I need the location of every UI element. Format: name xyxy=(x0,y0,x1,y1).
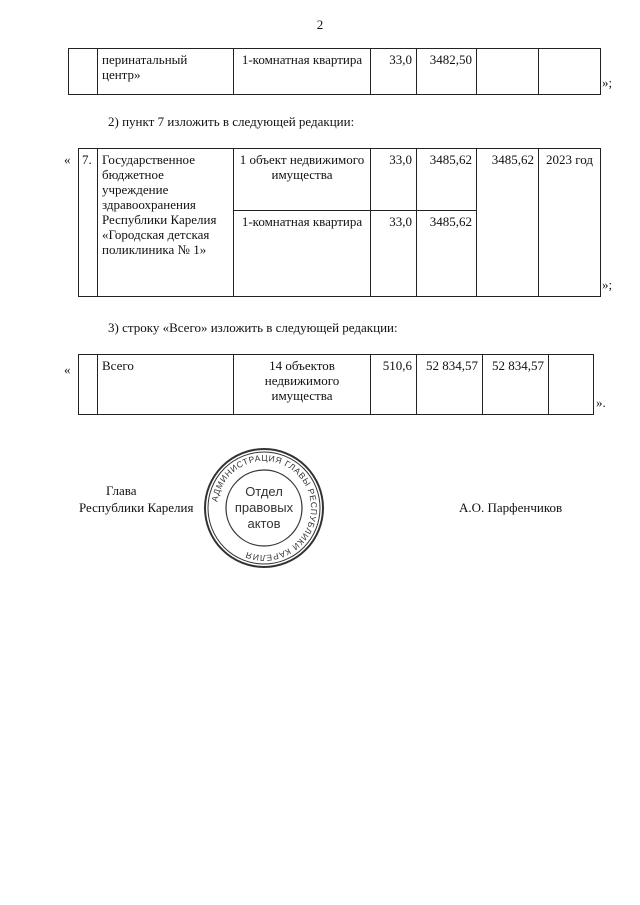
table-row-perinatal xyxy=(68,48,601,95)
instruction-2: 2) пункт 7 изложить в следующей редакции: xyxy=(108,114,355,129)
official-stamp xyxy=(202,446,326,570)
cell-label: Всего xyxy=(98,355,234,415)
cell-value-a: 3485,62 xyxy=(417,149,477,211)
cell-object-b: 1-комнатная квартира xyxy=(234,211,371,297)
stamp-line1: Отдел xyxy=(245,484,283,499)
cell-area-a: 33,0 xyxy=(371,149,417,211)
signature-title-line2: Республики Карелия xyxy=(79,500,194,515)
table-row-item-7 xyxy=(78,148,601,297)
signature-title-line1: Глава xyxy=(106,483,137,498)
cell-total: 52 834,57 xyxy=(483,355,549,415)
cell-object: 1-комнатная квартира xyxy=(234,49,371,95)
cell-total: 3485,62 xyxy=(477,149,539,297)
instruction-3: 3) строку «Всего» изложить в следующей редакции: xyxy=(108,320,398,335)
cell-value: 52 834,57 xyxy=(417,355,483,415)
cell-num: 7. xyxy=(79,149,98,297)
cell-num xyxy=(69,49,98,95)
cell-year xyxy=(549,355,594,415)
table2-open-quote: « xyxy=(64,152,71,167)
stamp-ring-text: АДМИНИСТРАЦИЯ ГЛАВЫ РЕСПУБЛИКИ КАРЕЛИЯ xyxy=(209,452,320,564)
page-number: 2 xyxy=(316,17,324,32)
table3-open-quote: « xyxy=(64,362,71,377)
cell-num xyxy=(79,355,98,415)
table-row-total xyxy=(78,354,594,415)
cell-year: 2023 год xyxy=(539,149,601,297)
cell-name: Государственное бюджетное учреждение здравоохранения Республики Карелия «Городская детская поликлиника № 1» xyxy=(98,149,234,297)
cell-area-b: 33,0 xyxy=(371,211,417,297)
stamp-line3: актов xyxy=(247,516,281,531)
cell-object: 14 объектов недвижимого имущества xyxy=(234,355,371,415)
table1-end-quote: »; xyxy=(602,75,613,90)
stamp-line2: правовых xyxy=(234,500,294,515)
signature-name: А.О. Парфенчиков xyxy=(459,500,563,515)
cell-year xyxy=(539,49,601,95)
cell-value: 3482,50 xyxy=(417,49,477,95)
table2-end-quote: »; xyxy=(602,277,613,292)
table3-end-quote: ». xyxy=(596,395,606,410)
cell-area: 33,0 xyxy=(371,49,417,95)
cell-value-b: 3485,62 xyxy=(417,211,477,297)
cell-area: 510,6 xyxy=(371,355,417,415)
cell-object-a: 1 объект недвижимого имущества xyxy=(234,149,371,211)
cell-name: перинатальный центр» xyxy=(98,49,234,95)
cell-total xyxy=(477,49,539,95)
